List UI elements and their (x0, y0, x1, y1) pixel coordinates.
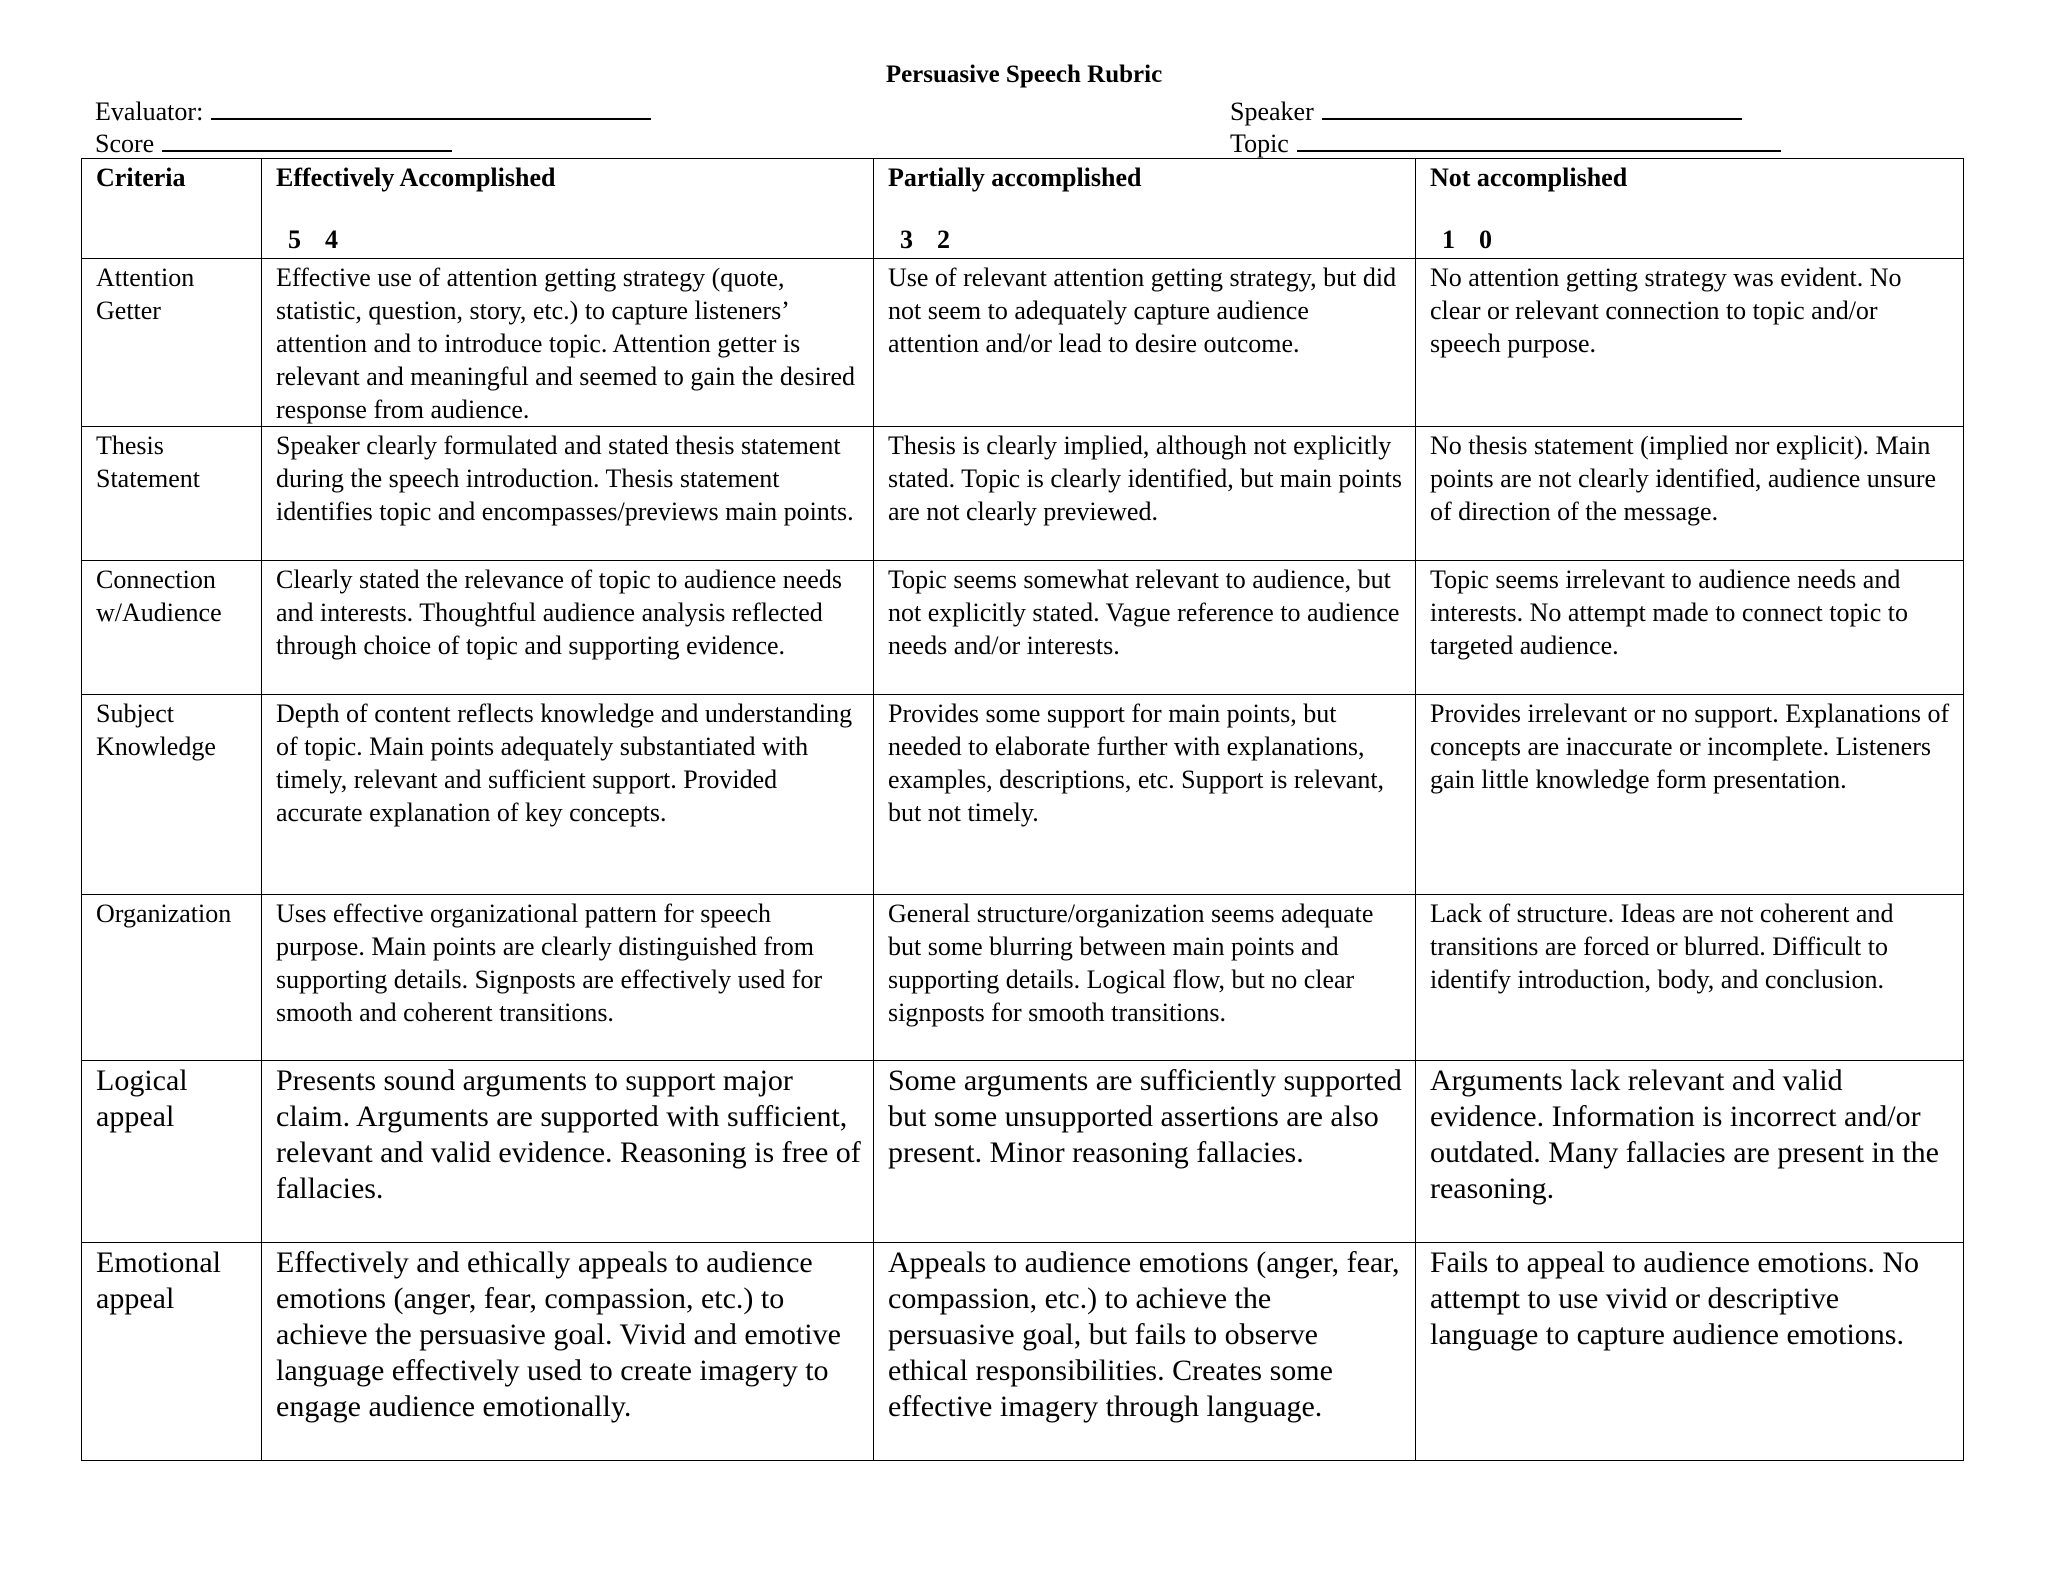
descriptor-cell: Speaker clearly formulated and stated thesis statement during the speech introduction. Thesis statement identifies topic and encompasses/previews main points. (262, 427, 874, 561)
descriptor-cell: Use of relevant attention getting strategy, but did not seem to adequately capture audience attention and/or lead to desire outcome. (874, 259, 1416, 427)
level-title: Partially accomplished (888, 163, 1142, 192)
topic-blank-line[interactable] (1297, 126, 1781, 152)
descriptor-cell: Effectively and ethically appeals to audience emotions (anger, fear, compassion, etc.) to achieve the persuasive goal. Vivid and emotive language effectively used to create imagery to engage audience emotionally. (262, 1243, 874, 1461)
score-value: 4 (325, 225, 338, 254)
descriptor-cell: General structure/organization seems adequate but some blurring between main points and supporting details. Logical flow, but no clear signposts for smooth transitions. (874, 895, 1416, 1061)
criterion-cell: Emotional appeal (82, 1243, 262, 1461)
level-scores (1430, 223, 1951, 256)
score-label: Score (95, 129, 155, 158)
descriptor-cell: Depth of content reflects knowledge and understanding of topic. Main points adequately substantiated with timely, relevant and sufficient support. Provided accurate explanation of key concepts. (262, 695, 874, 895)
score-value: 2 (937, 225, 950, 254)
topic-label: Topic (1230, 129, 1289, 158)
criterion-cell: Organization (82, 895, 262, 1061)
descriptor-cell: Arguments lack relevant and valid evidence. Information is incorrect and/or outdated. Many fallacies are present in the reasoning. (1416, 1061, 1964, 1243)
level-header-not (1416, 159, 1964, 259)
table-row (82, 1061, 1964, 1243)
topic-field[interactable] (1230, 126, 1781, 160)
speaker-blank-line[interactable] (1322, 94, 1742, 120)
score-field[interactable] (95, 126, 452, 160)
descriptor-cell: No attention getting strategy was evident. No clear or relevant connection to topic and/or speech purpose. (1416, 259, 1964, 427)
evaluator-field[interactable] (95, 94, 651, 128)
level-title: Effectively Accomplished (276, 163, 556, 192)
descriptor-cell: Topic seems irrelevant to audience needs and interests. No attempt made to connect topic to targeted audience. (1416, 561, 1964, 695)
table-row (82, 895, 1964, 1061)
table-row (82, 1243, 1964, 1461)
page-title: Persuasive Speech Rubric (885, 61, 1163, 88)
criterion-cell: Subject Knowledge (82, 695, 262, 895)
table-row (82, 259, 1964, 427)
descriptor-cell: Some arguments are sufficiently supported but some unsupported assertions are also present. Minor reasoning fallacies. (874, 1061, 1416, 1243)
level-title: Not accomplished (1430, 163, 1628, 192)
table-row (82, 427, 1964, 561)
criteria-header: Criteria (82, 159, 262, 259)
descriptor-cell: Provides some support for main points, but needed to elaborate further with explanations, examples, descriptions, etc. Support is relevant, but not timely. (874, 695, 1416, 895)
descriptor-cell: Appeals to audience emotions (anger, fear, compassion, etc.) to achieve the persuasive goal, but fails to observe ethical responsibilities. Creates some effective imagery through language. (874, 1243, 1416, 1461)
table-row (82, 561, 1964, 695)
criterion-cell: Logical appeal (82, 1061, 262, 1243)
descriptor-cell: Topic seems somewhat relevant to audience, but not explicitly stated. Vague reference to audience needs and/or interests. (874, 561, 1416, 695)
evaluator-label: Evaluator: (95, 97, 204, 126)
descriptor-cell: Thesis is clearly implied, although not explicitly stated. Topic is clearly identified, but main points are not clearly previewed. (874, 427, 1416, 561)
score-value: 3 (900, 225, 913, 254)
header-row (82, 159, 1964, 259)
descriptor-cell: Clearly stated the relevance of topic to audience needs and interests. Thoughtful audience analysis reflected through choice of topic and supporting evidence. (262, 561, 874, 695)
descriptor-cell: Uses effective organizational pattern for speech purpose. Main points are clearly distinguished from supporting details. Signposts are effectively used for smooth and coherent transitions. (262, 895, 874, 1061)
criterion-cell: Thesis Statement (82, 427, 262, 561)
descriptor-cell: Effective use of attention getting strategy (quote, statistic, question, story, etc.) to capture listeners’ attention and to introduce topic. Attention getter is relevant and meaningful and seemed to gain the desired response from audience. (262, 259, 874, 427)
speaker-field[interactable] (1230, 94, 1742, 128)
descriptor-cell: Lack of structure. Ideas are not coherent and transitions are forced or blurred. Difficult to identify introduction, body, and conclusion. (1416, 895, 1964, 1061)
score-value: 5 (288, 225, 301, 254)
level-header-effective (262, 159, 874, 259)
speaker-label: Speaker (1230, 97, 1314, 126)
level-scores (888, 223, 1403, 256)
descriptor-cell: No thesis statement (implied nor explicit). Main points are not clearly identified, audience unsure of direction of the message. (1416, 427, 1964, 561)
criterion-cell: Connection w/Audience (82, 561, 262, 695)
descriptor-cell: Provides irrelevant or no support. Explanations of concepts are inaccurate or incomplete. Listeners gain little knowledge form presentation. (1416, 695, 1964, 895)
descriptor-cell: Fails to appeal to audience emotions. No attempt to use vivid or descriptive language to capture audience emotions. (1416, 1243, 1964, 1461)
rubric-table (81, 158, 1964, 1461)
score-blank-line[interactable] (162, 126, 452, 152)
descriptor-cell: Presents sound arguments to support major claim. Arguments are supported with sufficient, relevant and valid evidence. Reasoning is free of fallacies. (262, 1061, 874, 1243)
evaluator-blank-line[interactable] (211, 94, 651, 120)
score-value: 1 (1442, 225, 1455, 254)
table-row (82, 695, 1964, 895)
level-header-partial (874, 159, 1416, 259)
score-value: 0 (1479, 225, 1492, 254)
level-scores (276, 223, 861, 256)
criterion-cell: Attention Getter (82, 259, 262, 427)
